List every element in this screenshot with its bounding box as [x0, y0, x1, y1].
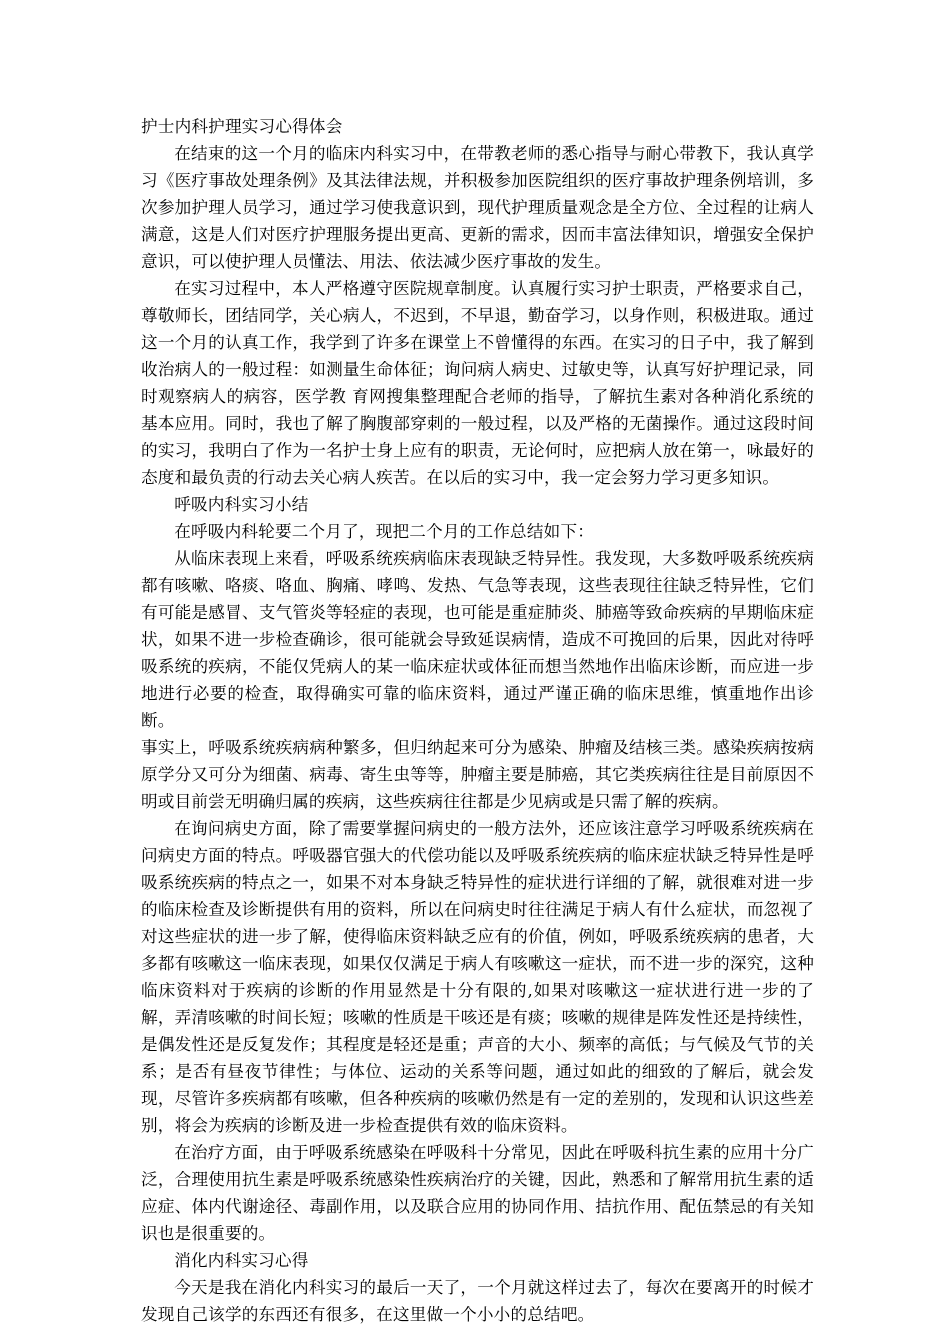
digestive-paragraph: 今天是我在消化内科实习的最后一天了，一个月就这样过去了，每次在要离开的时候才发现自己该学的东西还有很多，在这里做一个小小的总结吧。 — [141, 1278, 814, 1324]
digestive-section-heading: 消化内科实习心得 — [174, 1251, 309, 1270]
document-page — [141, 113, 814, 1328]
respiratory-paragraph: 从临床表现上来看，呼吸系统疾病临床表现缺乏特异性。我发现，大多数呼吸系统疾病都有咳嗽、咯痰、咯血、胸痛、哮鸣、发热、气急等表现，这些表现往往缺乏特异性，它们有可能是感冒、支气管炎等轻症的表现，也可能是重症肺炎、肺癌等致命疾病的早期临床症状，如果不进一步检查确诊，很可能就会导致延误病情，造成不可挽回的后果，因此对待呼吸系统的疾病，不能仅凭病人的某一临床症状或体征而想当然地作出临床诊断，而应进一步地进行必要的检查，取得确实可靠的临床资料，通过严谨正确的临床思维，慎重地作出诊断。 — [141, 549, 814, 730]
intro-paragraph: 在结束的这一个月的临床内科实习中，在带教老师的悉心指导与耐心带教下，我认真学习《医疗事故处理条例》及其法律法规，并积极参加医院组织的医疗事故护理条例培训，多次参加护理人员学习，通过学习使我意识到，现代护理质量观念是全方位、全过程的让病人满意，这是人们对医疗护理服务提出更高、更新的需求，因而丰富法律知识，增强安全保护意识，可以使护理人员懂法、用法、依法减少医疗事故的发生。 — [141, 144, 814, 271]
document-title: 护士内科护理实习心得体会 — [141, 117, 343, 136]
respiratory-paragraph: 事实上，呼吸系统疾病病种繁多，但归纳起来可分为感染、肿瘤及结核三类。感染疾病按病原学分又可分为细菌、病毒、寄生虫等等，肿瘤主要是肺癌，其它类疾病往往是目前原因不明或目前尝无明确归属的疾病，这些疾病往往都是少见病或是只需了解的疾病。 — [141, 738, 814, 811]
intro-paragraph: 在实习过程中，本人严格遵守医院规章制度。认真履行实习护士职责，严格要求自己，尊敬师长，团结同学，关心病人，不迟到，不早退，勤奋学习，以身作则，积极进取。通过这一个月的认真工作，我学到了许多在课堂上不曾懂得的东西。在实习的日子中，我了解到收治病人的一般过程：如测量生命体征；询问病人病史、过敏史等，认真写好护理记录，同时观察病人的病容，医学教 育网搜集整理配合老师的指导，了解抗生素对各种消化系统的基本应用。同时，我也了解了胸腹部穿刺的一般过程，以及严格的无菌操作。通过这段时间的实习，我明白了作为一名护士身上应有的职责，无论何时，应把病人放在第一，咏最好的态度和最负责的行动去关心病人疾苦。在以后的实习中，我一定会努力学习更多知识。 — [141, 279, 814, 487]
respiratory-paragraph: 在治疗方面，由于呼吸系统感染在呼吸科十分常见，因此在呼吸科抗生素的应用十分广泛，合理使用抗生素是呼吸系统感染性疾病治疗的关键，因此，熟悉和了解常用抗生素的适应症、体内代谢途径、毒副作用，以及联合应用的协同作用、拮抗作用、配伍禁忌的有关知识也是很重要的。 — [141, 1143, 814, 1243]
respiratory-intro: 在呼吸内科轮要二个月了，现把二个月的工作总结如下： — [174, 522, 595, 541]
respiratory-section-heading: 呼吸内科实习小结 — [174, 495, 309, 514]
respiratory-paragraph: 在询问病史方面，除了需要掌握问病史的一般方法外，还应该注意学习呼吸系统疾病在问病史方面的特点。呼吸器官强大的代偿功能以及呼吸系统疾病的临床症状缺乏特异性是呼吸系统疾病的特点之一，如果不对本身缺乏特异性的症状进行详细的了解，就很难对进一步的临床检查及诊断提供有用的资料，所以在问病史时往往满足于病人有什么症状，而忽视了对这些症状的进一步了解，使得临床资料缺乏应有的价值，例如，呼吸系统疾病的患者，大多都有咳嗽这一临床表现，如果仅仅满足于病人有咳嗽这一症状，而不进一步的深究，这种临床资料对于疾病的诊断的作用显然是十分有限的,如果对咳嗽这一症状进行进一步的了解，弄清咳嗽的时间长短；咳嗽的性质是干咳还是有痰；咳嗽的规律是阵发性还是持续性，是偶发性还是反复发作；其程度是轻还是重；声音的大小、频率的高低；与气候及气节的关系；是否有昼夜节律性；与体位、运动的关系等问题，通过如此的细致的了解后，就会发现，尽管许多疾病都有咳嗽，但各种疾病的咳嗽仍然是有一定的差别的，发现和认识这些差别，将会为疾病的诊断及进一步检查提供有效的临床资料。 — [141, 819, 814, 1135]
